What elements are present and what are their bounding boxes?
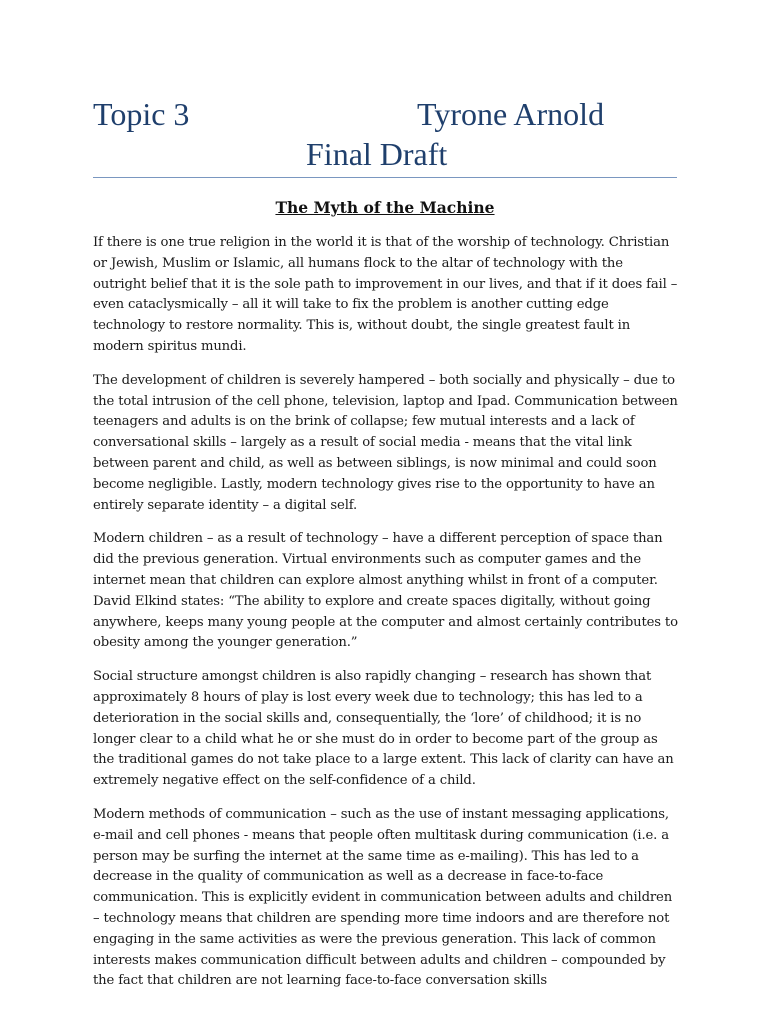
topic-label: Topic 3 [93, 96, 190, 132]
paragraph: Modern children – as a result of technology – have a different perception of space than did the previous generation. Virtual environments such as computer games and the internet mean that children can explore almost anything whilst in front of a computer. David Elkind states: “The ability to explore and create spaces digitally, without going anywhere, keeps many young people at the computer and almost certainly contributes to obesity among the younger generation.” [93, 531, 678, 651]
author-name: Tyrone Arnold [417, 96, 605, 132]
paragraph: Modern methods of communication – such as the use of instant messaging applications, e-mail and cell phones - means that people often multitask during communication (i.e. a person may be surfing the internet at the same time as e-mailing). This has led to a decrease in the quality of communication as well as a decrease in face-to-face communication. This is explicitly evident in communication between adults and children – technology means that children are spending more time indoors and are therefore not engaging in the same activities as were the previous generation. This lack of common interests makes communication difficult between adults and children – compounded by the fact that children are not learning face-to-face conversation skills [93, 806, 673, 989]
paragraph: Social structure amongst children is also rapidly changing – research has shown that approximately 8 hours of play is lost every week due to technology; this has led to a deterioration in the social skills and, consequentially, the ‘lore’ of childhood; it is no longer clear to a child what he or she must do in order to become part of the group as the traditional games do not take place to a large extent. This lack of clarity can have an extremely negative effect on the self-confidence of a child. [93, 669, 674, 789]
essay-title: The Myth of the Machine [275, 198, 495, 217]
paragraph: If there is one true religion in the world it is that of the worship of technology. Christian or Jewish, Muslim or Islamic, all humans flock to the altar of technology with the outright belief that it is the sole path to improvement in our lives, and that if it does fail – even cataclysmically – all it will take to fix the problem is another cutting edge technology to restore normality. This is, without doubt, the single greatest fault in modern spiritus mundi. [93, 235, 678, 354]
paragraph: The development of children is severely hampered – both socially and physically – due to the total intrusion of the cell phone, television, laptop and Ipad. Communication between teenagers and adults is on the brink of collapse; few mutual interests and a lack of conversational skills – largely as a result of social media - means that the vital link between parent and child, as well as between siblings, is now minimal and could soon become negligible. Lastly, modern technology gives rise to the opportunity to have an entirely separate identity – a digital self. [93, 372, 678, 513]
draft-label: Final Draft [306, 136, 448, 172]
document-heading [93, 94, 683, 174]
heading-divider [93, 177, 677, 178]
essay-body [93, 233, 679, 1005]
